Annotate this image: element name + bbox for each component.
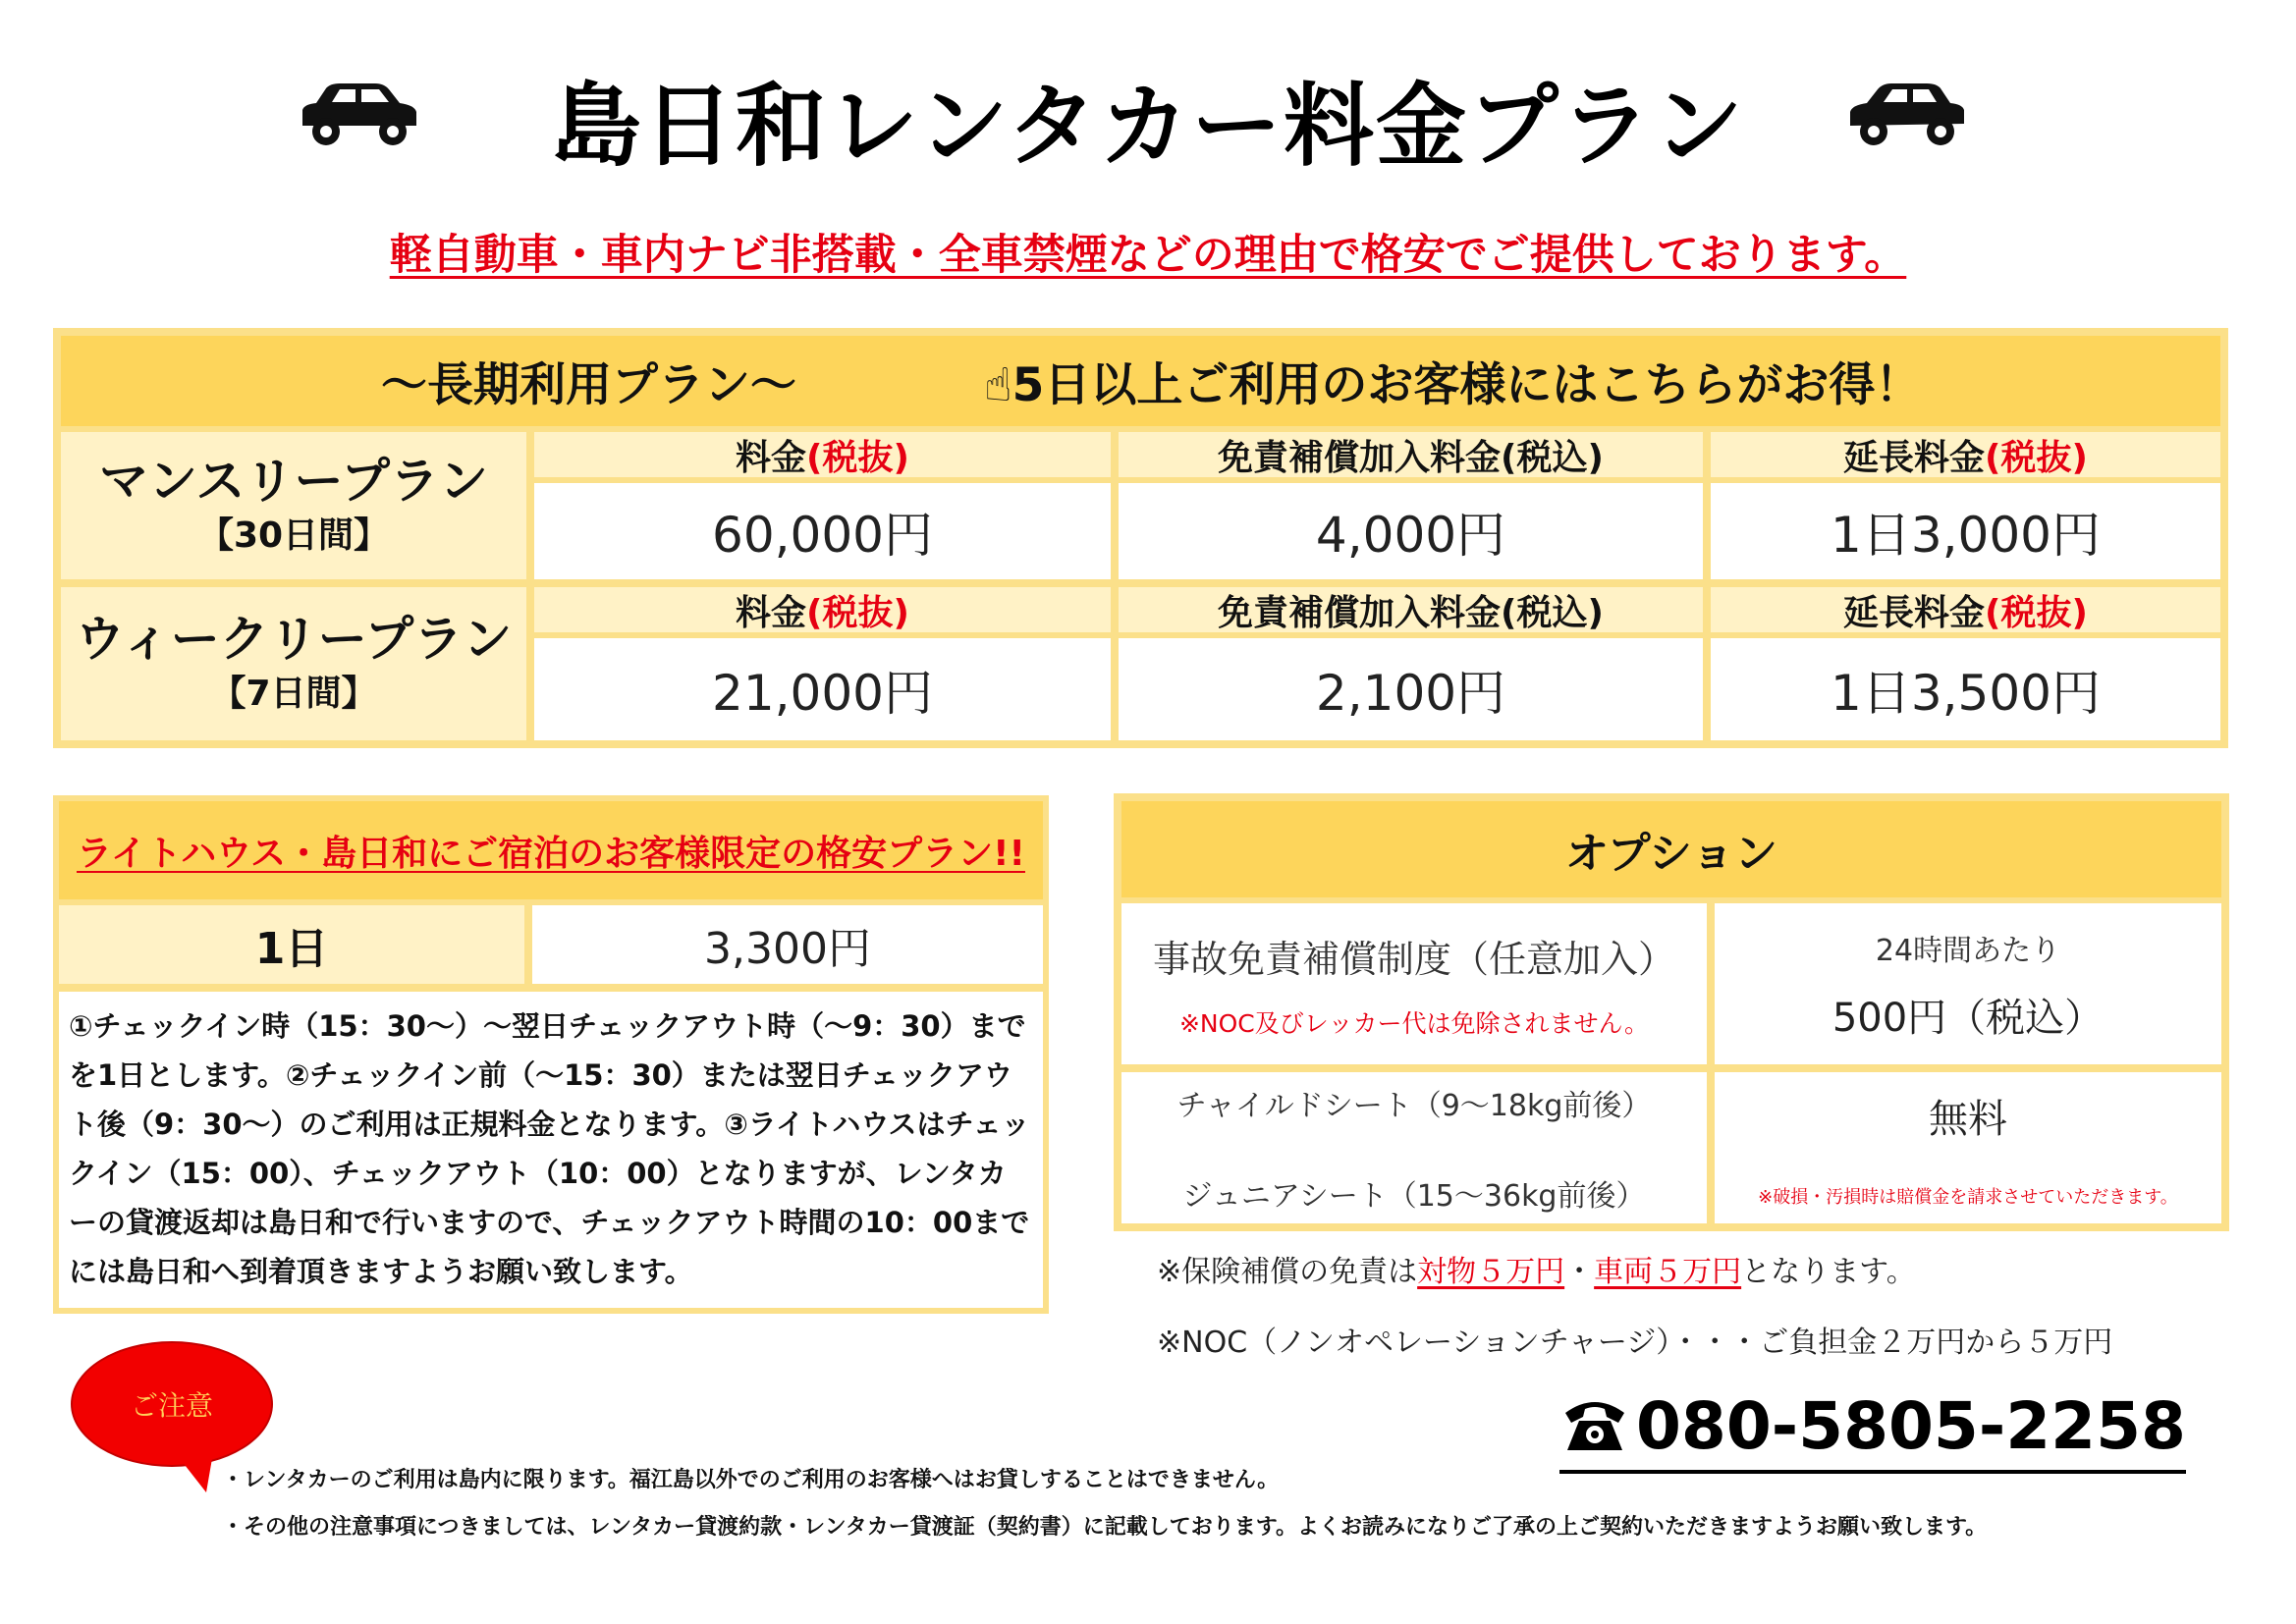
weekly-plan-name-cell (61, 587, 526, 740)
weekly-fee-header: 料金 (税抜) (534, 587, 1111, 632)
options-heading: オプション (1121, 801, 2221, 897)
weekly-fee: 21,000円 (534, 638, 1111, 740)
long-term-plan-table (53, 328, 2228, 748)
weekly-plan-duration: 【7日間】 (210, 674, 377, 714)
caution-bubble-label: ご注意 (130, 1389, 213, 1422)
weekly-plan-name: ウィークリープラン (75, 611, 513, 668)
weekly-extension-header: 延長料金 (税抜) (1711, 587, 2220, 632)
long-term-heading: ～長期利用プラン～ (381, 357, 796, 412)
monthly-extension-header: 延長料金 (税抜) (1711, 432, 2220, 477)
seat-option-cell (1121, 1072, 1707, 1223)
monthly-insurance-header: 免責補償加入料金(税込) (1119, 432, 1703, 477)
monthly-insurance: 4,000円 (1119, 483, 1703, 579)
accident-option-cell (1121, 903, 1707, 1064)
options-box (1114, 793, 2229, 1231)
accident-price-unit: 24時間あたり (1875, 933, 2061, 968)
accident-option-note: ※NOC及びレッカー代は免除されません。 (1178, 1008, 1650, 1038)
monthly-extension: 1日3,000円 (1711, 483, 2220, 579)
stay-plan-note: ①チェックイン時（15：30～）～翌日チェックアウト時（～9：30）までを1日とします。②チェックイン前（～15：30）または翌日チェックアウト後（9：30～）のご利用は正規料金となります。③ライトハウスはチェックイン（15：00）、チェックアウト（10：00）となりますが、レンタカーの貸渡返却は島日和で行いますので、チェックアウト時間の10：00までには島日和へ到着頂きますようお願い致します。 (59, 992, 1043, 1308)
phone-contact[interactable] (1559, 1388, 2186, 1474)
child-seat-label: チャイルドシート（9～18kg前後） (1176, 1089, 1652, 1123)
junior-seat-label: ジュニアシート（15～36kg前後） (1182, 1179, 1646, 1214)
stay-plan-header (59, 801, 1043, 899)
page-title: 島日和レンタカー料金プラン (550, 74, 1746, 179)
stay-plan-box (53, 795, 1049, 1314)
phone-icon (1559, 1397, 1630, 1454)
stay-plan-day: 1日 (59, 905, 524, 984)
weekly-extension: 1日3,500円 (1711, 638, 2220, 740)
accident-option-label: 事故免責補償制度（任意加入） (1152, 937, 1675, 981)
deductible-note: ※保険補償の免責は対物５万円・車両５万円となります。 (1157, 1255, 1916, 1289)
accident-price-cell (1715, 903, 2221, 1064)
accident-price: 500円（税込） (1831, 995, 2105, 1041)
stay-plan-heading: ライトハウス・島日和にご宿泊のお客様限定の格安プラン!! (77, 833, 1025, 874)
seat-price: 無料 (1929, 1096, 2007, 1142)
monthly-plan-duration: 【30日間】 (197, 515, 390, 556)
caution-line-1: ・レンタカーのご利用は島内に限ります。福江島以外でのご利用のお客様へはお貸しすることはできません。 (222, 1468, 1280, 1492)
page-subtitle: 軽自動車・車内ナビ非搭載・全車禁煙などの理由で格安でご提供しております。 (389, 231, 1907, 280)
stay-plan-price: 3,300円 (532, 905, 1043, 984)
weekly-insurance-header: 免責補償加入料金(税込) (1119, 587, 1703, 632)
long-term-header (61, 336, 2220, 426)
monthly-plan-name: マンスリープラン (99, 453, 488, 510)
caution-line-2: ・その他の注意事項につきましては、レンタカー貸渡約款・レンタカー貸渡証（契約書）に記載しております。よくお読みになりご了承の上ご契約いただきますようお願い致します。 (222, 1515, 1988, 1540)
weekly-insurance: 2,100円 (1119, 638, 1703, 740)
phone-number: 080-5805-2258 (1636, 1388, 2186, 1464)
long-term-tip: ☝5日以上ご利用のお客様にはこちらがお得！ (984, 357, 1922, 412)
seat-damage-note: ※破損・汚損時は賠償金を請求させていただきます。 (1758, 1186, 2178, 1208)
noc-note: ※NOC（ノンオペレーションチャージ）・・・ご負担金２万円から５万円 (1157, 1326, 2113, 1360)
monthly-fee: 60,000円 (534, 483, 1111, 579)
monthly-plan-name-cell (61, 432, 526, 579)
monthly-fee-header: 料金 (税抜) (534, 432, 1111, 477)
seat-price-cell (1715, 1072, 2221, 1223)
caution-bubble-tail (167, 1447, 226, 1496)
